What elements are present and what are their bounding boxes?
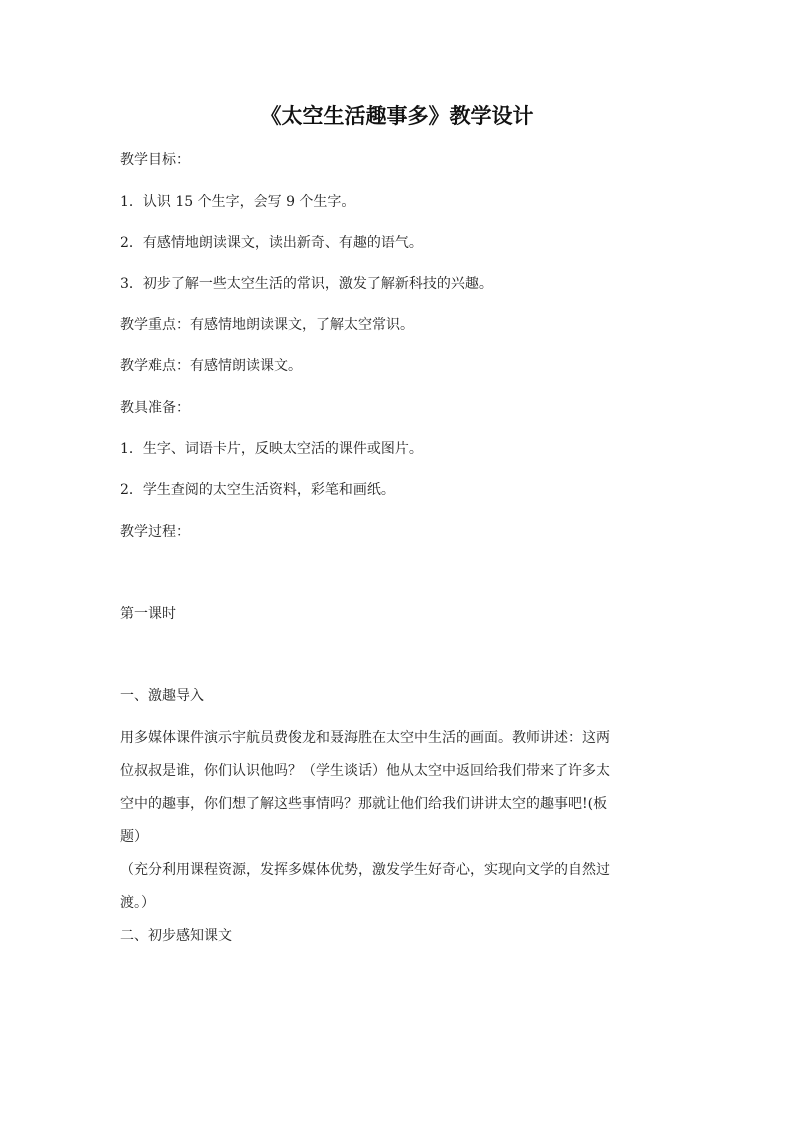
section-heading-perception: 二、初步感知课文 <box>120 928 232 944</box>
paragraph-line: 位叔叔是谁，你们认识他吗？（学生谈话）他从太空中返回给我们带来了许多太 <box>120 763 610 779</box>
difficulty-line: 教学难点：有感情朗读课文。 <box>120 358 302 374</box>
key-point-line: 教学重点：有感情地朗读课文，了解太空常识。 <box>120 317 414 333</box>
paragraph-line: 题） <box>120 829 148 845</box>
objective-item-2: 2．有感情地朗读课文，读出新奇、有趣的语气。 <box>120 235 423 251</box>
section-heading-intro: 一、激趣导入 <box>120 688 204 704</box>
lesson-heading: 第一课时 <box>120 606 176 622</box>
intro-paragraph <box>120 728 680 959</box>
materials-item-2: 2．学生查阅的太空生活资料，彩笔和画纸。 <box>120 482 395 498</box>
objective-item-1: 1．认识 15 个生字，会写 9 个生字。 <box>120 194 356 210</box>
process-heading: 教学过程： <box>120 524 190 540</box>
objective-item-3: 3．初步了解一些太空生活的常识，激发了解新科技的兴趣。 <box>120 276 493 292</box>
paragraph-line: 渡。） <box>120 895 155 911</box>
materials-item-1: 1．生字、词语卡片，反映太空活的课件或图片。 <box>120 441 423 457</box>
document-title: 《太空生活趣事多》教学设计 <box>260 104 534 128</box>
paragraph-line: 用多媒体课件演示宇航员费俊龙和聂海胜在太空中生活的画面。教师讲述：这两 <box>120 730 610 746</box>
paragraph-line: 空中的趣事，你们想了解这些事情吗？那就让他们给我们讲讲太空的趣事吧!(板 <box>120 796 608 812</box>
paragraph-line: （充分利用课程资源，发挥多媒体优势，激发学生好奇心，实现向文学的自然过 <box>120 862 610 878</box>
materials-heading: 教具准备： <box>120 400 190 416</box>
objectives-heading: 教学目标： <box>120 152 190 168</box>
